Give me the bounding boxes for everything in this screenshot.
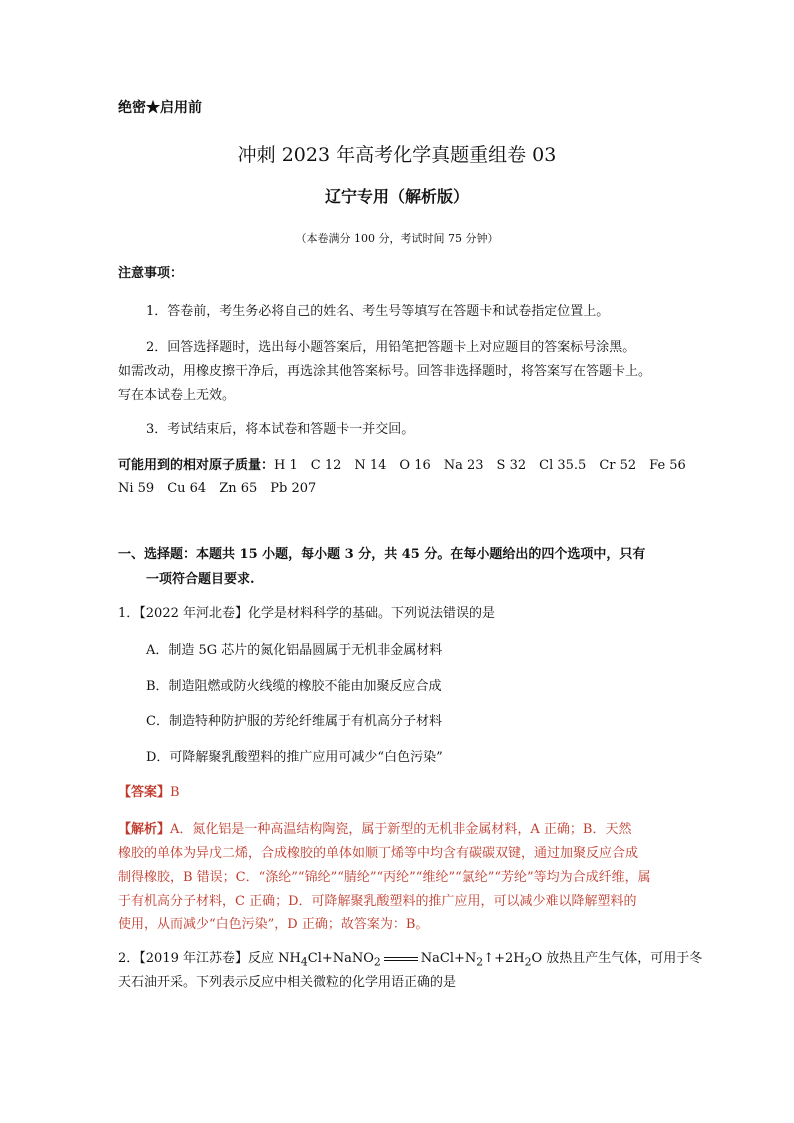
analysis-line: 使用，从而减少“白色污染”，D 正确；故答案为：B。 (118, 917, 429, 932)
page-title: 冲刺 2023 年高考化学真题重组卷 03 (237, 144, 557, 166)
notice-item: 写在本试卷上无效。 (118, 388, 236, 403)
option-d: D．可降解聚乳酸塑料的推广应用可减少“白色污染” (146, 750, 443, 765)
confidential-label: 绝密★启用前 (118, 100, 202, 116)
question-text: 化学是材料科学的基础。下列说法错误的是 (248, 606, 496, 621)
question-number: 2． (118, 951, 140, 966)
option-a: A．制造 5G 芯片的氮化铝晶圆属于无机非金属材料 (146, 643, 443, 658)
notice-item: 1．答卷前，考生务必将自己的姓名、考生号等填写在答题卡和试卷指定位置上。 (146, 304, 610, 319)
question-1-stem (118, 602, 495, 621)
atomic-masses-values: H 1 C 12 N 14 O 16 Na 23 S 32 Cl 35.5 Cr 52 Fe 56 (274, 458, 686, 473)
answer-value: B (170, 785, 180, 800)
answer-line (118, 781, 180, 800)
notice-item: 如需改动，用橡皮擦干净后，再选涂其他答案标号。回答非选择题时，将答案写在答题卡上。 (118, 364, 652, 379)
atomic-masses-line (118, 454, 686, 473)
section-heading: 一、选择题：本题共 15 小题，每小题 3 分，共 45 分。在每小题给出的四个选项中，只有 (118, 547, 646, 562)
question-number: 1． (118, 606, 140, 621)
formula-part: O 放热且产生气体，可用于冬 (531, 951, 703, 966)
question-source: 【2022 年河北卷】 (139, 606, 248, 621)
analysis-line (118, 818, 631, 837)
formula-part: NaCl+N (420, 951, 477, 966)
subscript: 4 (300, 955, 308, 969)
section-heading-cont: 一项符合题目要求. (146, 572, 255, 587)
analysis-label: 【解析】 (118, 822, 171, 837)
analysis-text: A．氮化铝是一种高温结构陶瓷，属于新型的无机非金属材料，A 正确；B．天然 (170, 822, 632, 837)
page-subtitle: 辽宁专用（解析版） (324, 187, 469, 206)
atomic-masses-line2: Ni 59 Cu 64 Zn 65 Pb 207 (118, 481, 317, 496)
reaction-arrow (384, 957, 418, 961)
option-b: B．制造阻燃或防火线缆的橡胶不能由加聚反应合成 (146, 679, 442, 694)
question-2-stem (118, 947, 702, 969)
atomic-masses-label: 可能用到的相对原子质量： (118, 458, 275, 473)
formula-part: ↑+2H (483, 951, 525, 966)
question-source: 【2019 年江苏卷】 (139, 951, 248, 966)
notice-heading: 注意事项： (118, 266, 184, 281)
analysis-line: 橡胶的单体为异戊二烯，合成橡胶的单体如顺丁烯等中均含有碳碳双键，通过加聚反应合成 (118, 846, 639, 861)
formula-part: 反应 NH (248, 951, 301, 966)
exam-note: （本卷满分 100 分，考试时间 75 分钟） (295, 232, 499, 245)
option-c: C．制造特种防护服的芳纶纤维属于有机高分子材料 (146, 714, 442, 729)
subscript: 2 (524, 955, 532, 969)
analysis-line: 于有机高分子材料，C 正确；D．可降解聚乳酸塑料的推广应用，可以减少难以降解塑料的 (118, 894, 637, 909)
notice-item: 3．考试结束后，将本试卷和答题卡一并交回。 (146, 422, 415, 437)
notice-item: 2．回答选择题时，选出每小题答案后，用铅笔把答题卡上对应题目的答案标号涂黑。 (146, 340, 636, 355)
formula-part: Cl+NaNO (307, 951, 374, 966)
question-2-stem-cont: 天石油开采。下列表示反应中相关微粒的化学用语正确的是 (118, 975, 457, 990)
analysis-line: 制得橡胶，B 错误；C．“涤纶”“锦纶”“腈纶”“丙纶”“维纶”“氯纶”“芳纶”等均为合成纤维，属 (118, 870, 651, 885)
subscript: 2 (373, 955, 381, 969)
subscript: 2 (476, 955, 484, 969)
answer-label: 【答案】 (118, 785, 171, 800)
